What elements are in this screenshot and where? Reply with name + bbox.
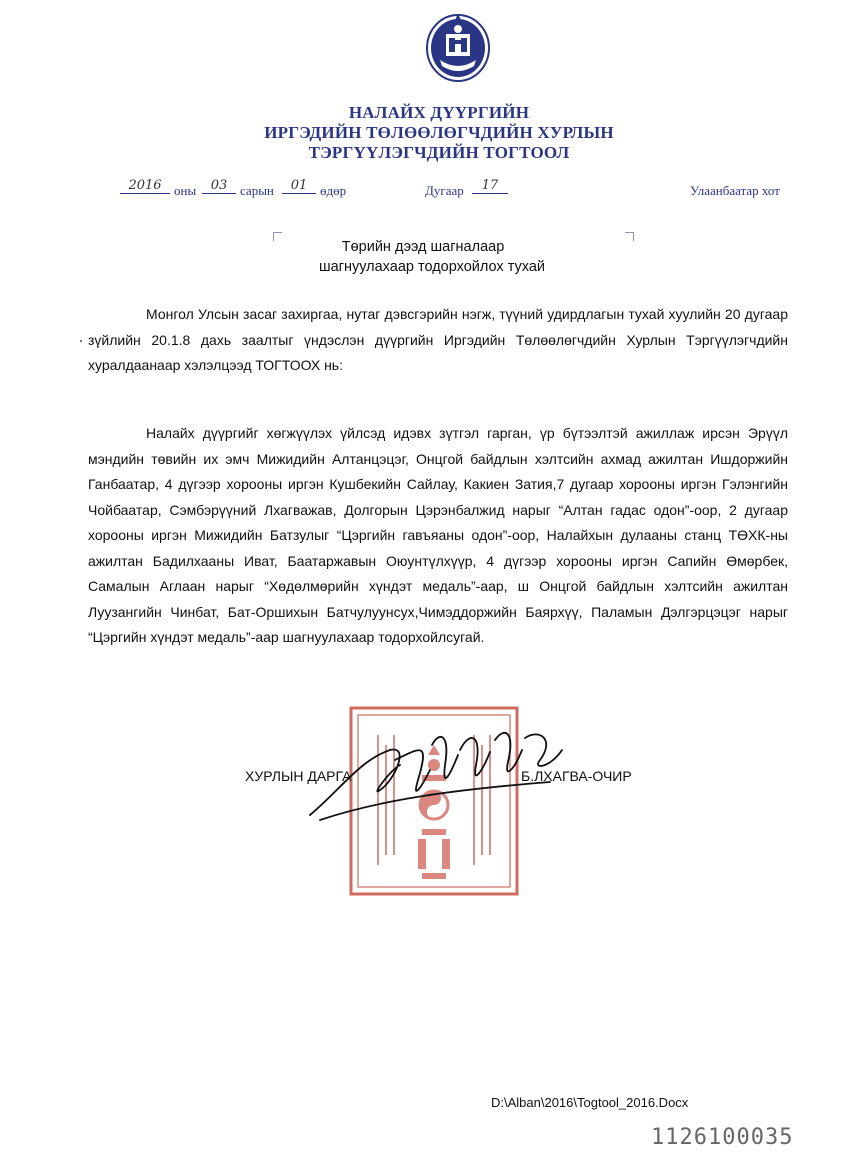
signatory-name: Б.ЛХАГВА-ОЧИР xyxy=(521,768,632,784)
org-name-line1: НАЛАЙХ ДҮҮРГИЙН xyxy=(348,103,530,122)
subject-line2: шагнуулахаар тодорхойлох тухай xyxy=(318,259,546,275)
document-number: 17 xyxy=(472,178,508,194)
margin-mark xyxy=(80,340,82,342)
date-day-suffix: өдөр xyxy=(320,183,347,198)
date-year-suffix: оны xyxy=(174,183,197,198)
state-emblem-icon xyxy=(424,10,492,84)
date-year: 2016 xyxy=(120,178,170,194)
body-paragraph-2: Налайх дүүргийг хөгжүүлэх үйлсэд идэвх зүтгэл гарган, үр бүтээлтэй ажиллаж ирсэн Эрүүл мэндийн төвийн их эмч Мижидийн Алтанцэцэг, Онцгой байдлын хэлтсийн ахмад ажилтан Ишдоржийн Ганбаатар, 4 дүгээр хорооны иргэн Кушбекийн Сайлау, Какиен Затия,7 дугаар хорооны иргэн Гэлэнгийн Чойбаатар, Сэмбэрүүний Лхагважав, Долгорын Цэрэнбалжид нарыг “Алтан гадас одон”-оор, 2 дугаар хорооны иргэн Мижидийн Батзулыг “Цэргийн гавъяаны одон”-оор, Налайхын дулааны станц ТӨХК-ны ажилтан Бадилхааны Иват, Баатаржавын Оюунтүлхүүр, 4 дүгээр хорооны иргэн Сапийн Өмөрбек, Самалын Аглаан нарыг “Хөдөлмөрийн хүндэт медаль”-аар, ш Онцгой байдлын хэлтсийн ажилтан Луузангийн Чинбат, Бат-Оршихын Батчулуунсух,Чимэддоржийн Баярхүү, Паламын Дэлгэрцэцэг нарыг “Цэргийн хүндэт медаль”-аар шагнуулахаар тодорхойлсугай. xyxy=(88,425,788,645)
org-name-line3: ТЭРГҮҮЛЭГЧДИЙН ТОГТООЛ xyxy=(308,143,570,162)
date-line xyxy=(120,178,800,202)
subject-line1: Төрийн дээд шагналаар xyxy=(341,239,505,255)
signatory-title: ХУРЛЫН ДАРГА xyxy=(245,768,352,784)
date-month: 03 xyxy=(202,178,236,194)
date-month-suffix: сарын xyxy=(240,183,274,198)
city: Улаанбаатар хот xyxy=(690,183,780,198)
org-name-line2: ИРГЭДИЙН ТӨЛӨӨЛӨГЧДИЙН ХУРЛЫН xyxy=(264,123,614,142)
subject xyxy=(0,237,850,277)
registration-number: 1126100035 xyxy=(651,1125,794,1150)
date-day: 01 xyxy=(282,178,316,194)
file-path: D:\Alban\2016\Togtool_2016.Docx xyxy=(491,1095,689,1110)
body-paragraph-1: Монгол Улсын засаг захиргаа, нутаг дэвсгэрийн нэгж, түүний удирдлагын тухай хуулийн 20 дугаар зүйлийн 20.1.8 дахь заалтыг үндэслэн дүүргийн Иргэдийн Төлөөлөгчдийн Хурлын Тэргүүлэгчдийн хуралдаанаар хэлэлцээд ТОГТООХ нь: xyxy=(88,306,788,373)
number-label: Дугаар xyxy=(425,183,464,198)
